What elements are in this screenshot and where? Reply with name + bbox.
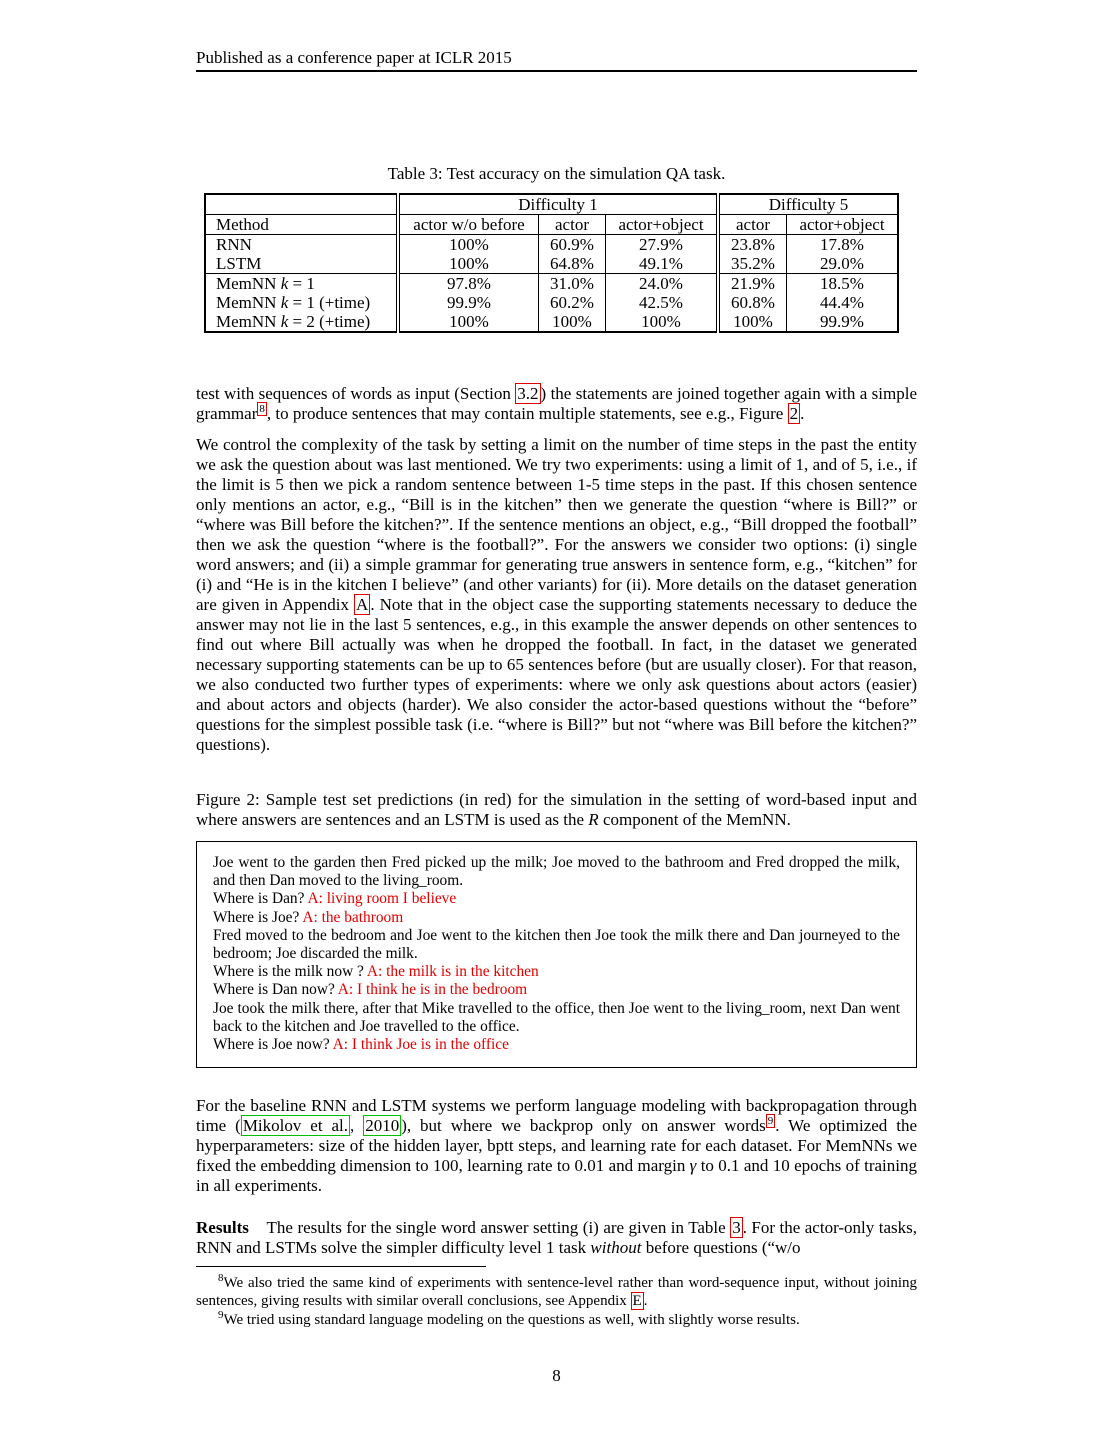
text-run: .	[643, 1293, 648, 1309]
table-header-actor-wo-before: actor w/o before	[398, 215, 539, 235]
table-header-actor-object-d5: actor+object	[787, 215, 899, 235]
emphasis: without	[590, 1238, 642, 1257]
figure-2-content	[197, 842, 916, 1066]
table-cell: 97.8%	[398, 274, 539, 294]
paragraph-2	[196, 435, 917, 755]
table-cell: 44.4%	[787, 293, 899, 312]
text-run: We control the complexity of the task by setting a limit on the number of time steps in the past the entity we ask the question about was last mentioned. We try two experiments: using a limit of 1, and of 5, i.e., if the limit is 5 then we pick a random sentence between 1-5 time steps in the past. If this chosen sentence only mentions an actor, e.g., “Bill is in the kitchen” then we generate the question “where is Bill?” or “where was Bill before the kitchen?”. If the sentence mentions an object, e.g., “Bill dropped the football” then we ask the question “where is the football?”. For the answers we consider two options: (i) single word answers; and (ii) a simple grammar for generating true answers in sentence form, e.g., “kitchen” for (i) and “He is in the kitchen I believe” (and other variants) for (ii). More details on the dataset generation are given in Appendix	[196, 435, 917, 614]
text-run: . For the actor-only tasks, RNN and LSTMs solve the simpler difficulty level 1 task	[196, 1218, 918, 1257]
method-suffix: = 1	[288, 274, 315, 293]
footnote-mark: 9	[218, 1309, 224, 1321]
figure-ref-link[interactable]: 2	[789, 404, 799, 423]
text-run: component of the MemNN.	[598, 810, 791, 829]
figure-caption	[196, 790, 917, 830]
figure-2-box	[196, 841, 917, 1068]
table-header-actor-object-d1: actor+object	[606, 215, 719, 235]
text-run: . We optimized the hyperparameters: size of the hidden layer, bptt steps, and learning rate for each dataset. For MemNNs we fixed the embedding dimension to 100, learning rate to 0.01 and margin	[196, 1116, 917, 1175]
figure-line-text: Where is Dan now?	[213, 981, 338, 999]
results-table	[204, 193, 899, 333]
paragraph-4	[196, 1218, 917, 1258]
text-run: The results for the single word answer setting (i) are given in Table	[266, 1218, 731, 1237]
figure-line	[213, 1000, 900, 1036]
table-header-method: Method	[205, 215, 398, 235]
text-run: to 0.1 and 10 epochs of training in all experiments.	[196, 1156, 917, 1195]
paragraph-3	[196, 1096, 917, 1196]
figure-line	[213, 927, 900, 963]
table-cell: 27.9%	[606, 235, 719, 255]
table-cell: 24.0%	[606, 274, 719, 294]
footnote-8-link[interactable]: 8	[259, 403, 265, 416]
table-group-difficulty-1: Difficulty 1	[398, 194, 718, 215]
predicted-answer: A: the milk is in the kitchen	[366, 963, 539, 981]
table-corner-cell	[205, 194, 398, 215]
math-k: k	[280, 312, 289, 331]
figure-line-text: Where is Dan?	[213, 890, 308, 908]
text-run: .	[800, 404, 805, 423]
method-prefix: MemNN	[216, 293, 281, 312]
table-row	[205, 235, 898, 255]
table-cell: 17.8%	[787, 235, 899, 255]
method-suffix: = 2 (+time)	[288, 312, 371, 331]
figure-line-text: Joe went to the garden then Fred picked up the milk; Joe moved to the bathroom and Fred dropped the milk, and then Dan moved to the living_room.	[213, 854, 900, 890]
text-run: test with sequences of words as input (Section	[196, 384, 516, 403]
text-run: Figure 2: Sample test set predictions (in red) for the simulation in the setting of word-based input and where answers are sentences and an LSTM is used as the	[196, 790, 917, 829]
math-r: R	[588, 810, 599, 829]
table-caption: Table 3: Test accuracy on the simulation QA task.	[387, 164, 726, 183]
figure-line	[213, 981, 900, 999]
table-cell: 60.9%	[539, 235, 606, 255]
appendix-ref-link[interactable]: A	[356, 595, 369, 614]
text-run: For the baseline RNN and LSTM systems we perform language modeling with backpropagation through time (	[196, 1096, 917, 1135]
table-cell: 64.8%	[539, 254, 606, 274]
figure-line-text: Where is the milk now ?	[213, 963, 367, 981]
table-row	[205, 274, 898, 294]
table-cell: 100%	[606, 312, 719, 332]
table-row	[205, 293, 898, 312]
paragraph-1	[196, 384, 917, 424]
table-cell-method: RNN	[205, 235, 398, 255]
text-run: ) the statements are joined together again with a simple grammar	[196, 384, 918, 423]
citation-year-link[interactable]: 2010	[365, 1116, 400, 1135]
figure-line	[213, 854, 900, 890]
paragraph-heading: Results	[196, 1218, 249, 1237]
text-run: . Note that in the object case the supporting statements necessary to deduce the answer may not lie in the last 5 sentences, e.g., in this example the answer depends on other sentences to find out where Bill actually was when he dropped the football. In fact, in the dataset we generated necessary supporting statements can be up to 65 sentences before (but are usually closer). For that reason, we also conducted two further types of experiments: where we only ask questions about actors (easier) and about actors and objects (harder). We also consider the actor-based questions without the “before” questions for the simplest possible task (i.e. “where is Bill?” but not “where was Bill before the kitchen?” questions).	[196, 595, 917, 754]
text-run: before questions (“w/o	[641, 1238, 801, 1257]
page-number: 8	[552, 1366, 561, 1385]
footnote-8	[196, 1274, 917, 1310]
table-group-difficulty-5: Difficulty 5	[718, 194, 898, 215]
table-cell: 100%	[718, 312, 787, 332]
table-cell-method	[205, 293, 398, 312]
text-run: ,	[350, 1116, 364, 1135]
table-cell: 49.1%	[606, 254, 719, 274]
method-suffix: = 1 (+time)	[288, 293, 371, 312]
footnote-rule	[196, 1266, 486, 1267]
figure-line	[213, 890, 900, 908]
table-header-actor-d1: actor	[539, 215, 606, 235]
text-run: We also tried the same kind of experiments with sentence-level rather than word-sequence input, without joining sentences, giving results with similar overall conclusions, see Appendix	[196, 1275, 917, 1309]
table-cell: 18.5%	[787, 274, 899, 294]
figure-line-text: Joe took the milk there, after that Mike travelled to the office, then Joe went to the living_room, next Dan went back to the kitchen and Joe travelled to the office.	[213, 999, 900, 1035]
table-row	[205, 312, 898, 332]
text-run: , to produce sentences that may contain multiple statements, see e.g., Figure	[266, 404, 788, 423]
math-k: k	[280, 274, 289, 293]
figure-line	[213, 909, 900, 927]
method-prefix: MemNN	[216, 312, 281, 331]
table-cell: 100%	[398, 254, 539, 274]
table-cell: 42.5%	[606, 293, 719, 312]
predicted-answer: A: I think he is in the bedroom	[337, 981, 528, 999]
table-cell: 60.8%	[718, 293, 787, 312]
section-ref-link[interactable]: 3.2	[517, 384, 539, 403]
table-cell: 99.9%	[787, 312, 899, 332]
table-column-header-row	[205, 215, 898, 235]
citation-link[interactable]: Mikolov et al.	[242, 1116, 349, 1135]
table-cell: 23.8%	[718, 235, 787, 255]
footnote-9-link[interactable]: 9	[767, 1115, 774, 1128]
predicted-answer: A: I think Joe is in the office	[332, 1036, 509, 1054]
table-cell-method	[205, 312, 398, 332]
table-cell: 60.2%	[539, 293, 606, 312]
table-ref-link[interactable]: 3	[732, 1218, 741, 1237]
table-cell: 100%	[398, 312, 539, 332]
figure-line	[213, 1036, 900, 1054]
figure-line-text: Fred moved to the bedroom and Joe went to the kitchen then Joe took the milk there and Dan journeyed to the bedroom; Joe discarded the milk.	[213, 926, 900, 963]
math-k: k	[280, 293, 289, 312]
running-head: Published as a conference paper at ICLR 2015	[196, 48, 917, 72]
appendix-e-link[interactable]: E	[632, 1293, 642, 1309]
table-cell: 29.0%	[787, 254, 899, 274]
table-cell: 21.9%	[718, 274, 787, 294]
math-gamma: γ	[689, 1156, 697, 1175]
table-group-header-row	[205, 194, 898, 215]
text-run: We tried using standard language modeling on the questions as well, with slightly worse results.	[223, 1312, 800, 1328]
table-cell: 99.9%	[398, 293, 539, 312]
table-row	[205, 254, 898, 274]
table-cell: 100%	[398, 235, 539, 255]
footnote-mark: 8	[218, 1272, 224, 1284]
text-run: ), but where we backprop only on answer words	[401, 1116, 766, 1135]
method-prefix: MemNN	[216, 274, 281, 293]
table-cell-method: LSTM	[205, 254, 398, 274]
footnote-9	[196, 1311, 917, 1329]
table-header-actor-d5: actor	[718, 215, 787, 235]
predicted-answer: A: living room I believe	[307, 890, 457, 908]
table-cell-method	[205, 274, 398, 294]
figure-line-text: Where is Joe?	[213, 908, 303, 926]
predicted-answer: A: the bathroom	[302, 908, 404, 926]
figure-line	[213, 963, 900, 981]
table-cell: 100%	[539, 312, 606, 332]
figure-line-text: Where is Joe now?	[213, 1036, 333, 1054]
table-cell: 31.0%	[539, 274, 606, 294]
table-cell: 35.2%	[718, 254, 787, 274]
